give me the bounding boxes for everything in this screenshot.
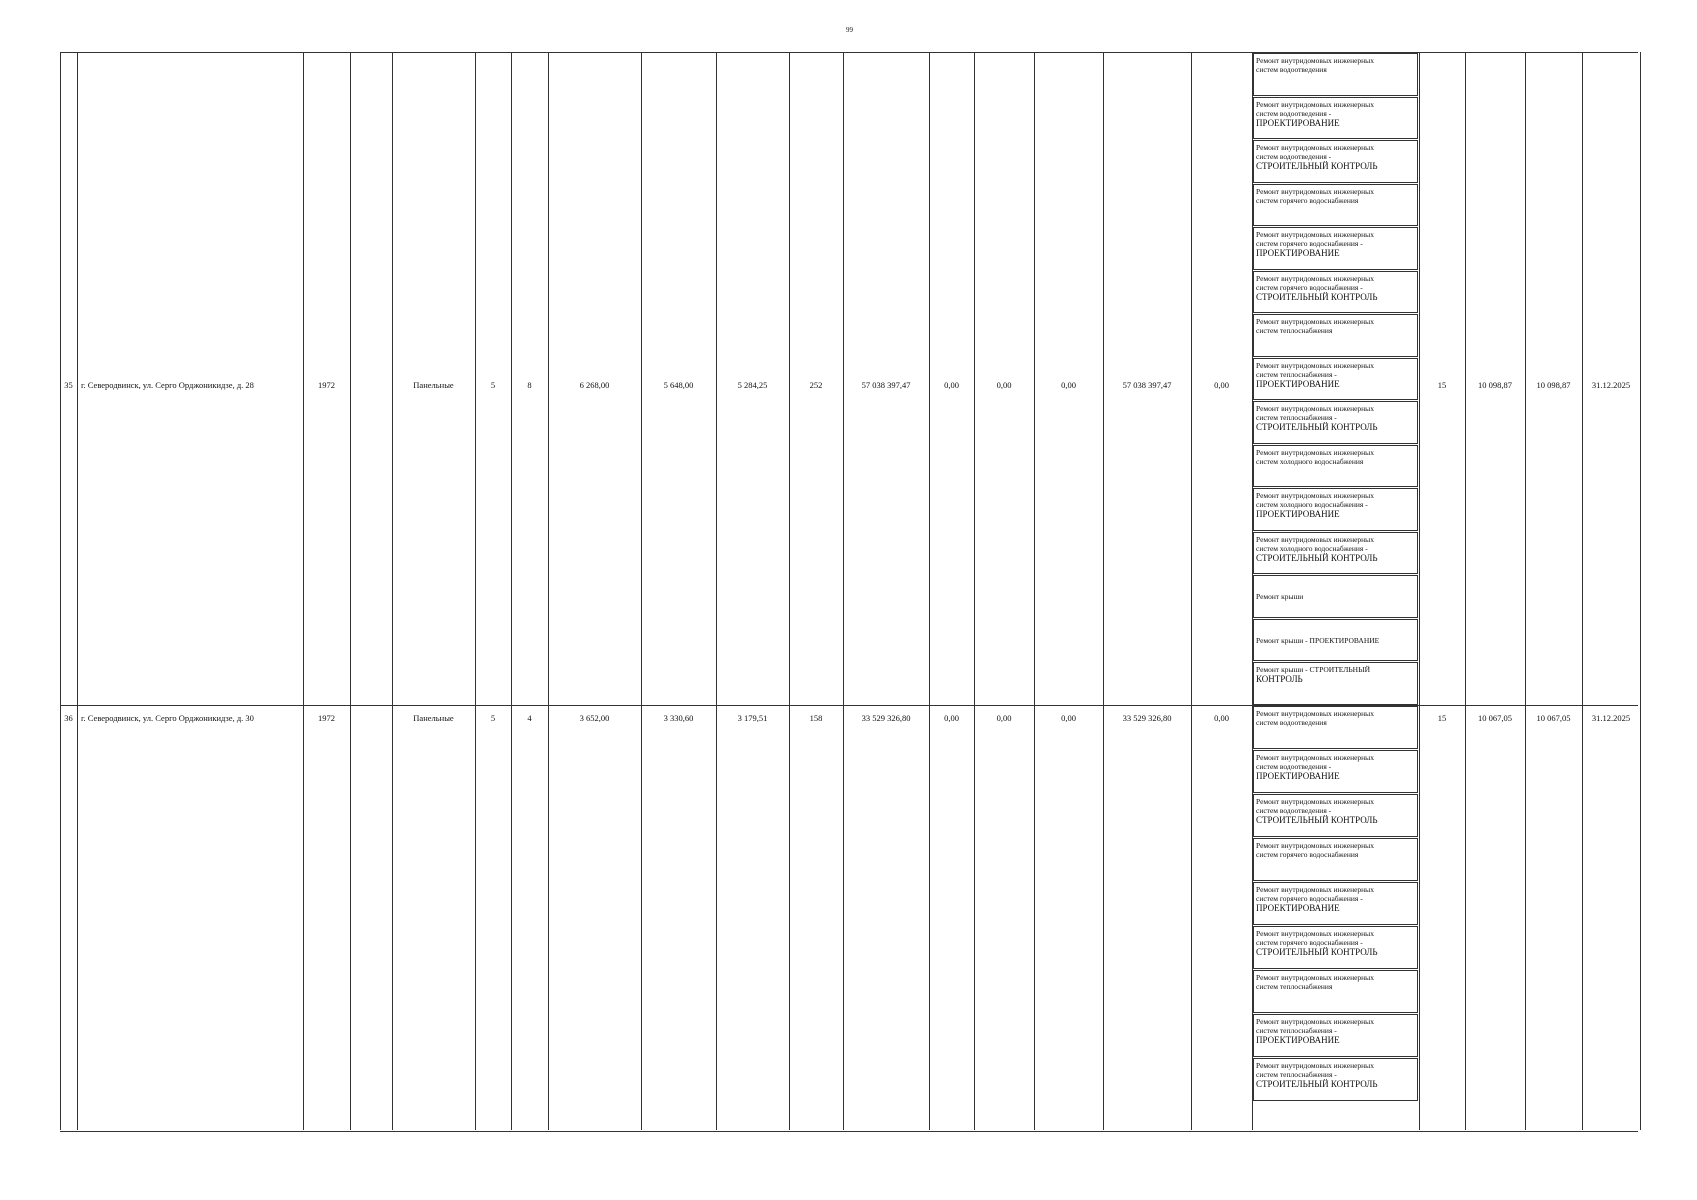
work-item-line: систем горячего водоснабжения -: [1256, 282, 1363, 292]
work-item-line: Ремонт внутридомовых инженерных: [1256, 273, 1374, 283]
work-item-line: ПРОЕКТИРОВАНИЕ: [1256, 378, 1340, 389]
premises-area-cell: 5 648,00: [663, 380, 694, 390]
work-item-line: систем водоотведения -: [1256, 152, 1332, 162]
work-item: [1253, 1014, 1418, 1057]
floors-cell: 5: [490, 713, 496, 723]
fund-other-cell: 0,00: [1214, 713, 1229, 723]
work-item-line: СТРОИТЕЛЬНЫЙ КОНТРОЛЬ: [1256, 291, 1378, 302]
fund-federal-cell: 0,00: [944, 380, 959, 390]
work-item-line: Ремонт внутридомовых инженерных: [1256, 404, 1374, 414]
work-item-line: КОНТРОЛЬ: [1256, 674, 1303, 685]
deadline-cell: 31.12.2025: [1591, 713, 1631, 723]
page-number: 99: [846, 26, 853, 34]
work-item-line: систем холодного водоснабжения -: [1256, 500, 1368, 510]
work-item-line: Ремонт внутридомовых инженерных: [1256, 491, 1374, 501]
work-item-line: ПРОЕКТИРОВАНИЕ: [1256, 509, 1340, 520]
fund-other-cell: 0,00: [1214, 380, 1229, 390]
work-item: [1253, 97, 1418, 140]
floors-cell: 5: [490, 380, 496, 390]
work-item: [1253, 750, 1418, 793]
work-item-line: систем водоотведения: [1256, 65, 1327, 74]
fund-regional-cell: 0,00: [996, 380, 1012, 390]
wall-material-cell: Панельные: [413, 380, 454, 390]
work-item-line: систем водоотведения -: [1256, 108, 1332, 118]
work-item: [1253, 706, 1418, 749]
total-area-cell: 3 652,00: [579, 713, 610, 723]
fund-owners-cell: 33 529 326,80: [1122, 713, 1172, 723]
work-item-line: систем холодного водоснабжения: [1256, 456, 1364, 466]
work-item: [1253, 838, 1418, 881]
work-item-line: Ремонт внутридомовых инженерных: [1256, 885, 1374, 894]
work-item-line: систем теплоснабжения -: [1256, 413, 1337, 423]
work-item-line: Ремонт внутридомовых инженерных: [1256, 753, 1374, 762]
work-item-line: ПРОЕКТИРОВАНИЕ: [1256, 117, 1340, 128]
work-item: [1253, 926, 1418, 969]
work-item-line: систем теплоснабжения: [1256, 982, 1333, 991]
year-cell: 1972: [318, 713, 335, 723]
work-item: [1253, 401, 1418, 444]
work-item-line: Ремонт внутридомовых инженерных: [1256, 143, 1374, 153]
work-item-line: Ремонт внутридомовых инженерных: [1256, 973, 1374, 982]
address-cell: г. Северодвинск, ул. Серго Орджоникидзе, д. 30: [81, 713, 254, 723]
work-item: [1253, 662, 1418, 705]
work-item: [1253, 882, 1418, 925]
fund-local-cell: 0,00: [1061, 380, 1076, 390]
premises-area-cell: 3 330,60: [663, 713, 694, 723]
work-item: [1253, 794, 1418, 837]
entrances-cell: 8: [527, 380, 532, 390]
fund-federal-cell: 0,00: [944, 713, 959, 723]
work-item: [1253, 488, 1418, 531]
work-item-line: систем горячего водоснабжения: [1256, 195, 1359, 205]
work-item: [1253, 271, 1418, 314]
work-item-line: СТРОИТЕЛЬНЫЙ КОНТРОЛЬ: [1256, 1079, 1378, 1089]
work-item: [1253, 575, 1418, 618]
work-item-line: систем теплоснабжения -: [1256, 369, 1337, 379]
work-item-line: Ремонт внутридомовых инженерных: [1256, 841, 1374, 850]
work-item-line: СТРОИТЕЛЬНЫЙ КОНТРОЛЬ: [1256, 947, 1378, 957]
row-number: 35: [64, 380, 73, 390]
work-item-line: систем водоотведения -: [1256, 806, 1332, 815]
deadline-cell: 31.12.2025: [1591, 380, 1631, 390]
work-item-line: ПРОЕКТИРОВАНИЕ: [1256, 248, 1340, 259]
residential-area-cell: 3 179,51: [737, 713, 768, 723]
entrances-cell: 4: [527, 713, 532, 723]
fund-owners-cell: 57 038 397,47: [1122, 380, 1172, 390]
work-item: [1253, 358, 1418, 401]
work-item-line: Ремонт внутридомовых инженерных: [1256, 797, 1374, 806]
work-item-line: Ремонт внутридомовых инженерных: [1256, 317, 1374, 327]
work-item: [1253, 445, 1418, 488]
cost-total-cell: 57 038 397,47: [861, 380, 911, 390]
work-item-line: Ремонт внутридомовых инженерных: [1256, 534, 1374, 544]
wall-material-cell: Панельные: [413, 713, 454, 723]
work-item-line: Ремонт внутридомовых инженерных: [1256, 1061, 1374, 1070]
work-item-line: систем водоотведения: [1256, 718, 1327, 727]
work-item-line: систем горячего водоснабжения -: [1256, 938, 1363, 947]
work-item-line: СТРОИТЕЛЬНЫЙ КОНТРОЛЬ: [1256, 161, 1378, 172]
works-count-cell: 15: [1437, 380, 1447, 390]
work-item-line: Ремонт крыши - ПРОЕКТИРОВАНИЕ: [1256, 635, 1380, 645]
work-item-line: Ремонт крыши - СТРОИТЕЛЬНЫЙ: [1256, 665, 1371, 675]
work-item-line: ПРОЕКТИРОВАНИЕ: [1256, 771, 1340, 781]
limit-cost-cell: 10 098,87: [1536, 380, 1571, 390]
work-item-line: Ремонт внутридомовых инженерных: [1256, 99, 1374, 109]
limit-cost-cell: 10 067,05: [1536, 713, 1571, 723]
work-item: [1253, 227, 1418, 270]
work-item-line: ПРОЕКТИРОВАНИЕ: [1256, 1035, 1340, 1045]
work-item: [1253, 1058, 1418, 1101]
works-count-cell: 15: [1437, 713, 1447, 723]
year-cell: 1972: [318, 380, 335, 390]
work-item-line: СТРОИТЕЛЬНЫЙ КОНТРОЛЬ: [1256, 815, 1378, 825]
fund-local-cell: 0,00: [1061, 713, 1076, 723]
work-item: [1253, 140, 1418, 183]
work-item-line: систем горячего водоснабжения: [1256, 850, 1359, 859]
work-item-line: Ремонт внутридомовых инженерных: [1256, 230, 1374, 240]
residential-area-cell: 5 284,25: [737, 380, 768, 390]
work-item-line: систем теплоснабжения: [1256, 326, 1333, 336]
unit-cost-cell: 10 098,87: [1478, 380, 1512, 390]
residents-cell: 252: [809, 380, 823, 390]
work-item: [1253, 970, 1418, 1013]
work-item-line: Ремонт внутридомовых инженерных: [1256, 56, 1374, 65]
work-item-line: СТРОИТЕЛЬНЫЙ КОНТРОЛЬ: [1256, 552, 1378, 563]
address-cell: г. Северодвинск, ул. Серго Орджоникидзе, д. 28: [81, 380, 254, 390]
fund-regional-cell: 0,00: [996, 713, 1012, 723]
work-item-line: Ремонт внутридомовых инженерных: [1256, 929, 1374, 938]
work-item: [1253, 53, 1418, 96]
cost-total-cell: 33 529 326,80: [861, 713, 911, 723]
work-item-line: Ремонт внутридомовых инженерных: [1256, 447, 1374, 457]
work-item-line: систем горячего водоснабжения -: [1256, 894, 1363, 903]
column-divider: [1640, 52, 1641, 1130]
work-item: [1253, 184, 1418, 227]
work-item-line: Ремонт внутридомовых инженерных: [1256, 360, 1374, 370]
work-item-line: Ремонт внутридомовых инженерных: [1256, 709, 1374, 718]
work-item-line: систем холодного водоснабжения -: [1256, 543, 1368, 553]
work-item-line: СТРОИТЕЛЬНЫЙ КОНТРОЛЬ: [1256, 422, 1378, 433]
work-item-line: систем водоотведения -: [1256, 762, 1332, 771]
work-item-line: систем теплоснабжения -: [1256, 1026, 1337, 1035]
work-item-line: Ремонт внутридомовых инженерных: [1256, 186, 1374, 196]
unit-cost-cell: 10 067,05: [1478, 713, 1512, 723]
work-item-line: Ремонт крыши: [1256, 592, 1304, 602]
work-item: [1253, 619, 1418, 662]
work-item-line: ПРОЕКТИРОВАНИЕ: [1256, 903, 1340, 913]
work-item: [1253, 314, 1418, 357]
residents-cell: 158: [809, 713, 823, 723]
total-area-cell: 6 268,00: [579, 380, 610, 390]
work-item-line: систем горячего водоснабжения -: [1256, 239, 1363, 249]
work-item-line: Ремонт внутридомовых инженерных: [1256, 1017, 1374, 1026]
row-number: 36: [64, 713, 73, 723]
work-item-line: систем теплоснабжения -: [1256, 1070, 1337, 1079]
work-item: [1253, 532, 1418, 575]
